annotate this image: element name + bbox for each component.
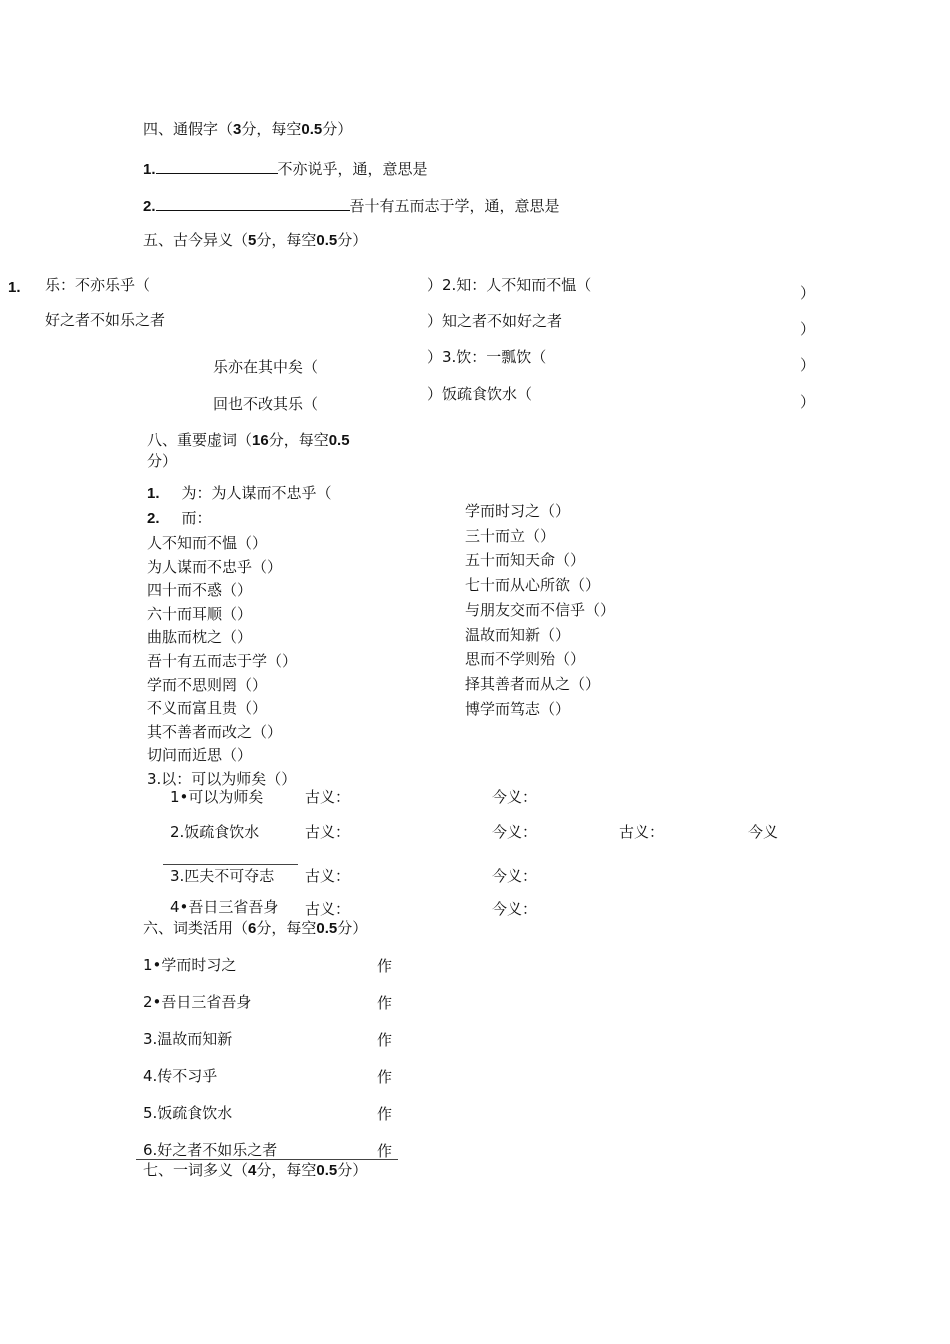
gujin-gu-label: 古义：	[305, 788, 351, 806]
er-item: 博学而笃志（）	[465, 699, 571, 718]
answer-blank[interactable]	[156, 196, 350, 211]
gujin-word-4: 4•吾日三省吾身	[170, 898, 279, 916]
er-item: 思而不学则殆（）	[465, 650, 586, 669]
yin-line-2: ）饭疏食饮水（	[427, 385, 533, 403]
section5-title: 五、古今异义（5分，每空0.5分）	[143, 231, 368, 249]
gujin-jin-label: 今义：	[492, 867, 538, 885]
zuo-label: 作	[377, 1142, 393, 1160]
clipped-line: 好之者不如乐之者	[45, 311, 166, 329]
le-line-3: 乐亦在其中矣（	[213, 358, 319, 376]
yin-line-1: ）3.饮：一瓢饮（	[427, 348, 547, 366]
ci-lei-item: 6.好之者不如乐之者	[143, 1141, 278, 1159]
er-item: 人不知而不愠（）	[147, 534, 268, 552]
section4-question-1: 1. 不亦说乎，通，意思是	[143, 160, 428, 178]
gujin-word-2: 2.饭疏食饮水	[170, 823, 260, 841]
ci-lei-item: 5.饭疏食饮水	[143, 1104, 233, 1122]
ci-lei-item: 1•学而时习之	[143, 956, 237, 974]
er-item: 不义而富且贵（）	[147, 699, 268, 718]
gujin-jin-label: 今义：	[492, 788, 538, 806]
gujin-gu-label: 古义：	[305, 900, 351, 918]
zuo-label: 作	[377, 994, 393, 1012]
section4-title: 四、通假字（3分，每空0.5分）	[143, 120, 353, 138]
ci-lei-item: 2•吾日三省吾身	[143, 993, 252, 1011]
er-item: 学而不思则罔（）	[147, 675, 268, 694]
gujin-word-1: 1•可以为师矣	[170, 788, 264, 806]
section4-question-2: 2. 吾十有五而志于学，通，意思是	[143, 197, 560, 215]
close-paren: ）	[800, 320, 816, 338]
gujin-gu-label: 古义：	[305, 823, 351, 841]
divider	[163, 864, 298, 865]
er-item: 五十而知天命（）	[465, 551, 586, 570]
er-item: 曲肱而枕之（）	[147, 628, 253, 647]
zhi-line-2: ）知之者不如好之者	[427, 312, 563, 330]
section8-title: 八、重要虚词（16分，每空0.5	[147, 431, 350, 449]
le-line-4: 回也不改其乐（	[213, 395, 319, 413]
zuo-label: 作	[377, 957, 393, 975]
section8-question-2: 2. 而：	[147, 509, 212, 527]
section6-title: 六、词类活用（6分，每空0.5分）	[143, 919, 368, 937]
gujin-gu-label: 古义：	[305, 867, 351, 885]
er-item: 吾十有五而志于学（）	[147, 652, 298, 670]
zuo-label: 作	[377, 1068, 393, 1086]
zuo-label: 作	[377, 1105, 393, 1123]
er-item: 四十而不惑（）	[147, 581, 253, 600]
er-item: 三十而立（）	[465, 526, 556, 545]
er-item: 切问而近思（）	[147, 746, 253, 765]
list-number: 1.	[8, 279, 21, 296]
section8-question-1: 1. 为：为人谋而不忠乎（	[147, 484, 332, 502]
er-item: 为人谋而不忠乎（）	[147, 557, 283, 576]
close-paren: ）	[800, 284, 816, 302]
er-item: 与朋友交而不信乎（）	[465, 600, 616, 619]
er-item: 温故而知新（）	[465, 625, 571, 644]
er-item: 六十而耳顺（）	[147, 604, 253, 623]
divider	[136, 1159, 398, 1160]
er-item: 七十而从心所欲（）	[465, 576, 601, 595]
gujin-gu-label: 古义：	[619, 823, 665, 841]
gujin-word-3: 3.匹夫不可夺志	[170, 867, 275, 885]
zhi-line-1: ）2.知：人不知而不愠（	[427, 276, 592, 294]
answer-blank[interactable]	[156, 159, 278, 174]
section8-title-wrap: 分）	[147, 452, 178, 470]
er-item: 学而时习之（）	[465, 502, 571, 520]
zuo-label: 作	[377, 1031, 393, 1049]
clipped-line: 3.以：可以为师矣（）	[147, 770, 297, 788]
ci-lei-item: 4.传不习乎	[143, 1067, 218, 1085]
gujin-jin-label: 今义：	[492, 823, 538, 841]
le-line-1: 乐：不亦乐乎（	[45, 276, 151, 294]
er-item: 择其善者而从之（）	[465, 674, 601, 693]
close-paren: ）	[800, 393, 816, 411]
close-paren: ）	[800, 356, 816, 374]
gujin-jin-label: 今义	[748, 823, 779, 841]
gujin-jin-label: 今义：	[492, 900, 538, 918]
section7-title: 七、一词多义（4分，每空0.5分）	[143, 1161, 368, 1179]
er-item: 其不善者而改之（）	[147, 722, 283, 741]
ci-lei-item: 3.温故而知新	[143, 1030, 233, 1048]
